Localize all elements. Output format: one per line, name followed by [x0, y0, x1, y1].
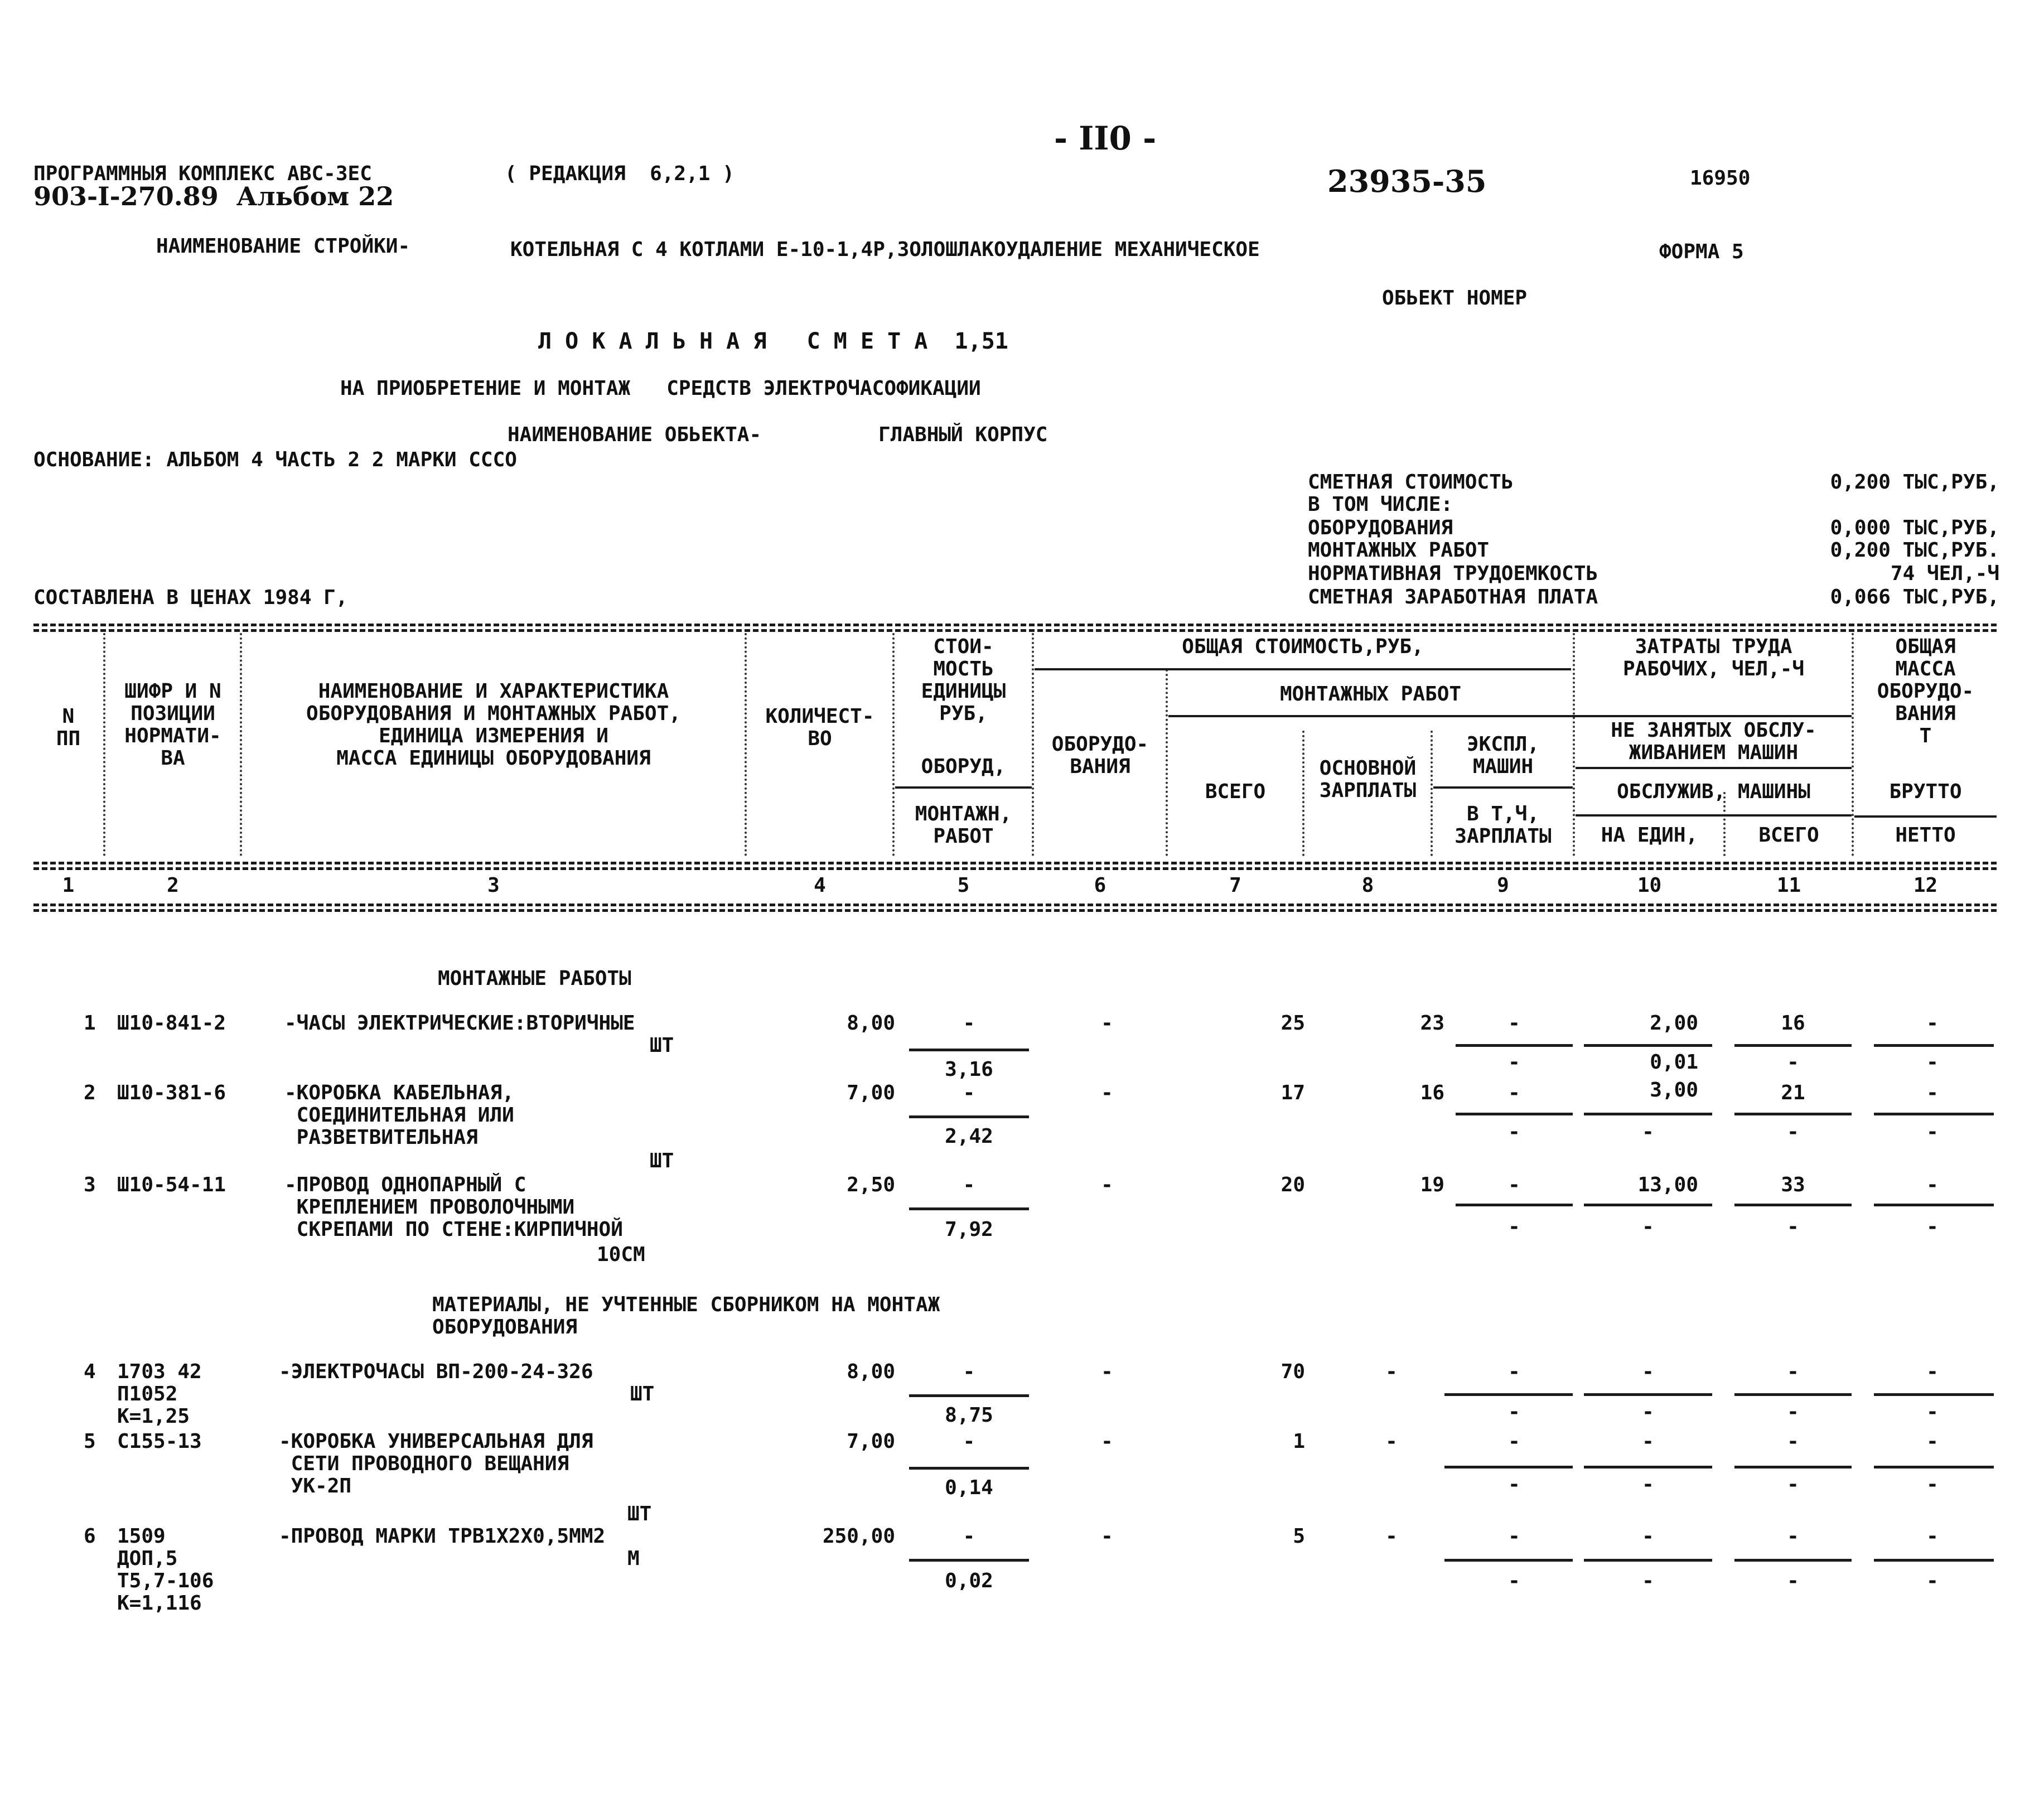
header-group-mont: МОНТАЖНЫХ РАБОТ — [1279, 683, 1462, 706]
header-rule — [1433, 786, 1573, 789]
column-divider — [1431, 731, 1433, 856]
row-labor-per-unit: - — [1642, 1430, 1654, 1453]
column-number: 3 — [487, 874, 500, 897]
row-number: 3 — [84, 1173, 96, 1196]
header-c1: N ПП — [56, 705, 81, 750]
column-number: 12 — [1913, 874, 1938, 897]
row-equipment-total: - — [1101, 1360, 1113, 1383]
row-labor-per-unit-machines: 0,01 — [1650, 1051, 1698, 1074]
row-name: -ПРОВОД ОДНОПАРНЫЙ С КРЕПЛЕНИЕМ ПРОВОЛОЧНЫМИ СКРЕПАМИ ПО СТЕНЕ:КИРПИЧНОЙ — [284, 1173, 623, 1241]
column-number: 7 — [1229, 874, 1241, 897]
header-group-cost: ОБЩАЯ СТОИМОСТЬ,РУБ, — [1182, 635, 1424, 658]
row-labor-per-unit: 13,00 — [1637, 1173, 1698, 1196]
row-machines-salary: - — [1508, 1051, 1520, 1074]
row-labor-per-unit-machines: - — [1642, 1473, 1654, 1496]
row-mass-net: - — [1926, 1400, 1939, 1423]
object-name: ГЛАВНЫЙ КОРПУС — [878, 423, 1048, 446]
fraction-line — [1584, 1204, 1712, 1206]
page-title: Л О К А Л Ь Н А Я С М Е Т А 1,51 — [538, 329, 1008, 354]
fraction-line — [909, 1115, 1029, 1118]
row-mass-gross: - — [1926, 1430, 1939, 1453]
row-machines-salary: - — [1508, 1120, 1520, 1143]
header-c12-top: БРУТТО — [1889, 780, 1962, 803]
column-number: 2 — [167, 874, 179, 897]
row-base-salary: 19 — [1420, 1173, 1444, 1196]
column-divider — [892, 633, 895, 856]
header-rule — [1576, 767, 1852, 769]
header-rule — [1035, 668, 1571, 670]
summary-value: 0,000 ТЫС,РУБ, — [1830, 516, 1999, 539]
fraction-line — [1584, 1113, 1712, 1115]
row-unit: ШТ — [650, 1149, 674, 1172]
column-numbers-rule — [33, 904, 1997, 906]
fraction-line — [1584, 1044, 1712, 1047]
row-code: 1703 42 П1052 К=1,25 — [117, 1360, 202, 1428]
header-c10: НА ЕДИН, — [1601, 824, 1698, 847]
row-machines-salary: - — [1508, 1473, 1520, 1496]
column-number: 4 — [814, 874, 826, 897]
row-machines: - — [1508, 1430, 1520, 1453]
row-labor-total-machines: - — [1787, 1400, 1799, 1423]
header-bottom-rule — [33, 867, 1997, 870]
fraction-line — [1874, 1044, 1994, 1047]
row-labor-total-machines: - — [1787, 1120, 1799, 1143]
row-equipment-total: - — [1101, 1012, 1113, 1035]
row-unit-cost-mounting: 7,92 — [945, 1218, 993, 1241]
row-labor-total: - — [1787, 1360, 1799, 1383]
row-unit-cost-mounting: 0,14 — [945, 1476, 993, 1499]
row-mass-net: - — [1926, 1215, 1939, 1238]
row-quantity: 8,00 — [847, 1360, 895, 1383]
header-rule — [895, 786, 1032, 789]
row-equipment-total: - — [1101, 1525, 1113, 1548]
row-number: 6 — [84, 1525, 96, 1548]
summary-label: В ТОМ ЧИСЛЕ: — [1308, 493, 1453, 516]
fraction-line — [1444, 1466, 1573, 1468]
header-c2: ШИФР И N ПОЗИЦИИ НОРМАТИ- ВА — [124, 680, 221, 770]
row-mass-net: - — [1926, 1051, 1939, 1074]
row-labor-total: - — [1787, 1430, 1799, 1453]
row-number: 4 — [84, 1360, 96, 1383]
row-labor-per-unit-machines: - — [1642, 1215, 1654, 1238]
row-labor-total-machines: - — [1787, 1473, 1799, 1496]
column-number: 11 — [1776, 874, 1801, 897]
row-mass-gross: - — [1926, 1012, 1939, 1035]
fraction-line — [1734, 1466, 1852, 1468]
table-top-rule — [33, 629, 1997, 632]
row-mass-gross: - — [1926, 1360, 1939, 1383]
header-c5-top: СТОИ- МОСТЬ ЕДИНИЦЫ РУБ, — [921, 635, 1006, 725]
column-divider — [1573, 633, 1575, 856]
row-unit-cost-equipment: - — [963, 1430, 975, 1453]
header-rule — [1168, 715, 1852, 717]
fraction-line — [1584, 1559, 1712, 1562]
row-mounting-total: 1 — [1293, 1430, 1305, 1453]
row-mounting-total: 17 — [1280, 1081, 1305, 1104]
row-mass-gross: - — [1926, 1525, 1939, 1548]
header-c4: КОЛИЧЕСТ- ВО — [765, 705, 874, 750]
row-machines: - — [1508, 1081, 1520, 1104]
row-unit: ШТ — [650, 1034, 674, 1057]
table-top-rule — [33, 624, 1997, 626]
row-labor-per-unit: 2,00 — [1650, 1012, 1698, 1035]
fraction-line — [1874, 1113, 1994, 1115]
row-labor-total: 33 — [1781, 1173, 1805, 1196]
fraction-line — [1734, 1204, 1852, 1206]
row-code: Ш10-54-11 — [117, 1173, 226, 1196]
row-code: 1509 ДОП,5 Т5,7-106 К=1,116 — [117, 1525, 214, 1615]
row-quantity: 7,00 — [847, 1081, 895, 1104]
summary-label: НОРМАТИВНАЯ ТРУДОЕМКОСТЬ — [1308, 562, 1598, 585]
fraction-line — [1584, 1466, 1712, 1468]
row-base-salary: - — [1385, 1430, 1398, 1453]
row-machines: - — [1508, 1360, 1520, 1383]
row-mounting-total: 70 — [1280, 1360, 1305, 1383]
header-rule — [1576, 814, 1852, 817]
header-group-mass: ОБЩАЯ МАССА ОБОРУДО- ВАНИЯ Т — [1877, 635, 1974, 747]
header-labor-mid: ОБСЛУЖИВ, МАШИНЫ — [1617, 780, 1810, 803]
row-quantity: 7,00 — [847, 1430, 895, 1453]
doc-number: 16950 — [1690, 167, 1751, 190]
row-base-salary: - — [1385, 1360, 1398, 1383]
row-labor-total: 21 — [1781, 1081, 1805, 1104]
row-number: 1 — [84, 1012, 96, 1035]
handwritten-number: 23935-35 — [1327, 163, 1487, 199]
object-number: ОБЬЕКТ НОМЕР — [1382, 287, 1528, 310]
fraction-line — [1444, 1559, 1573, 1562]
row-code: С155-13 — [117, 1430, 202, 1453]
row-base-salary: 23 — [1420, 1012, 1444, 1035]
row-unit-cost-equipment: - — [963, 1081, 975, 1104]
row-labor-total-machines: - — [1787, 1051, 1799, 1074]
row-labor-per-unit-machines: - — [1642, 1569, 1654, 1592]
header-c5-mont: МОНТАЖН, РАБОТ — [915, 803, 1012, 848]
row-equipment-total: - — [1101, 1430, 1113, 1453]
row-code: Ш10-841-2 — [117, 1012, 226, 1035]
form-label: ФОРМА 5 — [1659, 240, 1744, 263]
row-number: 2 — [84, 1081, 96, 1104]
row-mounting-total: 5 — [1293, 1525, 1305, 1548]
section-title: МОНТАЖНЫЕ РАБОТЫ — [438, 967, 631, 990]
summary-value: 0,066 ТЫС,РУБ, — [1830, 586, 1999, 608]
column-number: 10 — [1637, 874, 1662, 897]
fraction-line — [909, 1394, 1029, 1397]
column-divider — [1852, 633, 1854, 856]
row-unit-cost-mounting: 8,75 — [945, 1404, 993, 1427]
program-line: ПРОГРАММНЫЯ КОМПЛЕКС АВС-3ЕС — [33, 162, 372, 185]
row-base-salary: - — [1385, 1525, 1398, 1548]
header-c5-eq: ОБОРУД, — [921, 755, 1006, 778]
row-unit-cost-equipment: - — [963, 1012, 975, 1035]
fraction-line — [1734, 1113, 1852, 1115]
header-c6: ОБОРУДО- ВАНИЯ — [1051, 733, 1149, 778]
fraction-line — [1584, 1393, 1712, 1396]
row-mass-net: - — [1926, 1569, 1939, 1592]
construction-name: КОТЕЛЬНАЯ С 4 КОТЛАМИ Е-10-1,4Р,ЗОЛОШЛАКОУДАЛЕНИЕ МЕХАНИЧЕСКОЕ — [510, 238, 1260, 261]
row-unit-cost-equipment: - — [963, 1360, 975, 1383]
header-c12-bot: НЕТТО — [1895, 824, 1956, 847]
row-labor-total-machines: - — [1787, 1569, 1799, 1592]
fraction-line — [1734, 1044, 1852, 1047]
fraction-line — [1874, 1559, 1994, 1562]
row-quantity: 2,50 — [847, 1173, 895, 1196]
header-c3: НАИМЕНОВАНИЕ И ХАРАКТЕРИСТИКА ОБОРУДОВАНИЯ И МОНТАЖНЫХ РАБОТ, ЕДИНИЦА ИЗМЕРЕНИЯ И МАССА ЕДИНИЦЫ ОБОРУДОВАНИЯ — [306, 680, 681, 770]
row-labor-per-unit-machines: - — [1642, 1400, 1654, 1423]
header-rule — [1854, 815, 1997, 818]
summary-value: 0,200 ТЫС,РУБ, — [1830, 471, 1999, 494]
summary-label: СМЕТНАЯ ЗАРАБОТНАЯ ПЛАТА — [1308, 586, 1598, 608]
row-mounting-total: 20 — [1280, 1173, 1305, 1196]
fraction-line — [1874, 1466, 1994, 1468]
row-quantity: 250,00 — [822, 1525, 895, 1548]
summary-label: СМЕТНАЯ СТОИМОСТЬ — [1308, 471, 1514, 494]
header-labor-top: НЕ ЗАНЯТЫХ ОБСЛУ- ЖИВАНИЕМ МАШИН — [1611, 719, 1816, 764]
row-machines: - — [1508, 1012, 1520, 1035]
summary-value: 74 ЧЕЛ,-Ч — [1890, 562, 1999, 585]
row-machines: - — [1508, 1173, 1520, 1196]
row-unit-cost-mounting: 0,02 — [945, 1569, 993, 1592]
column-divider — [240, 633, 242, 856]
row-labor-per-unit: - — [1642, 1525, 1654, 1548]
summary-value: 0,200 ТЫС,РУБ. — [1830, 539, 1999, 562]
row-labor-total-machines: - — [1787, 1215, 1799, 1238]
section-title: МАТЕРИАЛЫ, НЕ УЧТЕННЫЕ СБОРНИКОМ НА МОНТАЖ ОБОРУДОВАНИЯ — [432, 1293, 940, 1339]
column-number: 5 — [957, 874, 970, 897]
column-divider — [1166, 669, 1168, 856]
prices-note: СОСТАВЛЕНА В ЦЕНАХ 1984 Г, — [33, 586, 348, 609]
column-number: 9 — [1497, 874, 1509, 897]
column-divider — [745, 633, 747, 856]
row-labor-total: 16 — [1781, 1012, 1805, 1035]
column-divider — [1302, 731, 1304, 856]
row-mass-gross: - — [1926, 1173, 1939, 1196]
fraction-line — [1874, 1393, 1994, 1396]
construction-label: НАИМЕНОВАНИЕ СТРОЙКИ- — [156, 235, 410, 258]
row-machines-salary: - — [1508, 1400, 1520, 1423]
fraction-line — [1874, 1204, 1994, 1206]
fraction-line — [909, 1559, 1029, 1562]
row-machines-salary: - — [1508, 1569, 1520, 1592]
fraction-line — [1444, 1393, 1573, 1396]
header-c11: ВСЕГО — [1758, 824, 1819, 847]
column-number: 6 — [1094, 874, 1106, 897]
row-number: 5 — [84, 1430, 96, 1453]
row-equipment-total: - — [1101, 1081, 1113, 1104]
fraction-line — [1734, 1393, 1852, 1396]
edition: ( РЕДАКЦИЯ 6,2,1 ) — [505, 162, 735, 185]
fraction-line — [1734, 1559, 1852, 1562]
row-unit: М — [627, 1547, 640, 1570]
column-divider — [103, 633, 105, 856]
row-unit-cost-mounting: 2,42 — [945, 1125, 993, 1148]
header-c9-top: ЭКСПЛ, МАШИН — [1466, 733, 1540, 778]
row-unit: ШТ — [627, 1503, 652, 1525]
basis: ОСНОВАНИЕ: АЛЬБОМ 4 ЧАСТЬ 2 2 МАРКИ СССО — [33, 448, 517, 471]
column-divider — [1032, 633, 1034, 856]
object-name-label: НАИМЕНОВАНИЕ ОБЬЕКТА- — [508, 423, 762, 446]
fraction-line — [1456, 1044, 1573, 1047]
row-machines-salary: - — [1508, 1215, 1520, 1238]
page-subtitle: НА ПРИОБРЕТЕНИЕ И МОНТАЖ СРЕДСТВ ЭЛЕКТРОЧАСОФИКАЦИИ — [340, 377, 981, 400]
row-labor-per-unit-machines: - — [1642, 1120, 1654, 1143]
row-name: -ЧАСЫ ЭЛЕКТРИЧЕСКИЕ:ВТОРИЧНЫЕ — [284, 1012, 635, 1035]
row-labor-total: - — [1787, 1525, 1799, 1548]
fraction-line — [909, 1207, 1029, 1210]
summary-label: ОБОРУДОВАНИЯ — [1308, 516, 1453, 539]
fraction-line — [1456, 1204, 1573, 1206]
row-quantity: 8,00 — [847, 1012, 895, 1035]
fraction-line — [1456, 1113, 1573, 1115]
column-numbers-rule — [33, 909, 1997, 912]
fraction-line — [909, 1049, 1029, 1051]
row-base-salary: 16 — [1420, 1081, 1444, 1104]
header-bottom-rule — [33, 862, 1997, 864]
row-mass-net: - — [1926, 1120, 1939, 1143]
row-name: -КОРОБКА УНИВЕРСАЛЬНАЯ ДЛЯ СЕТИ ПРОВОДНОГО ВЕЩАНИЯ УК-2П — [279, 1430, 593, 1498]
row-equipment-total: - — [1101, 1173, 1113, 1196]
row-name: -КОРОБКА КАБЕЛЬНАЯ, СОЕДИНИТЕЛЬНАЯ ИЛИ РАЗВЕТВИТЕЛЬНАЯ — [284, 1081, 514, 1149]
summary-label: МОНТАЖНЫХ РАБОТ — [1308, 539, 1490, 562]
column-number: 1 — [62, 874, 75, 897]
row-unit: ШТ — [630, 1383, 655, 1405]
header-group-labor: ЗАТРАТЫ ТРУДА РАБОЧИХ, ЧЕЛ,-Ч — [1622, 635, 1805, 680]
header-c7: ВСЕГО — [1205, 780, 1266, 803]
row-unit-cost-mounting: 3,16 — [945, 1058, 993, 1081]
page-number: - II0 - — [1054, 119, 1157, 157]
row-labor-per-unit: 3,00 — [1650, 1079, 1698, 1102]
row-unit-cost-equipment: - — [963, 1525, 975, 1548]
row-mounting-total: 25 — [1280, 1012, 1305, 1035]
row-code: Ш10-381-6 — [117, 1081, 226, 1104]
row-labor-per-unit: - — [1642, 1360, 1654, 1383]
fraction-line — [909, 1467, 1029, 1470]
row-name: -ПРОВОД МАРКИ ТРВ1Х2Х0,5ММ2 — [279, 1525, 606, 1548]
column-number: 8 — [1361, 874, 1374, 897]
header-c8: ОСНОВНОЙ ЗАРПЛАТЫ — [1319, 757, 1417, 802]
row-unit-cost-equipment: - — [963, 1173, 975, 1196]
row-machines: - — [1508, 1525, 1520, 1548]
row-mass-gross: - — [1926, 1081, 1939, 1104]
row-mass-net: - — [1926, 1473, 1939, 1496]
header-c9-bot: В Т,Ч, ЗАРПЛАТЫ — [1455, 803, 1552, 848]
row-unit: 10СМ — [597, 1243, 645, 1266]
project-code: 903-I-270.89 Альбом 22 — [33, 181, 394, 211]
row-name: -ЭЛЕКТРОЧАСЫ ВП-200-24-326 — [279, 1360, 593, 1383]
